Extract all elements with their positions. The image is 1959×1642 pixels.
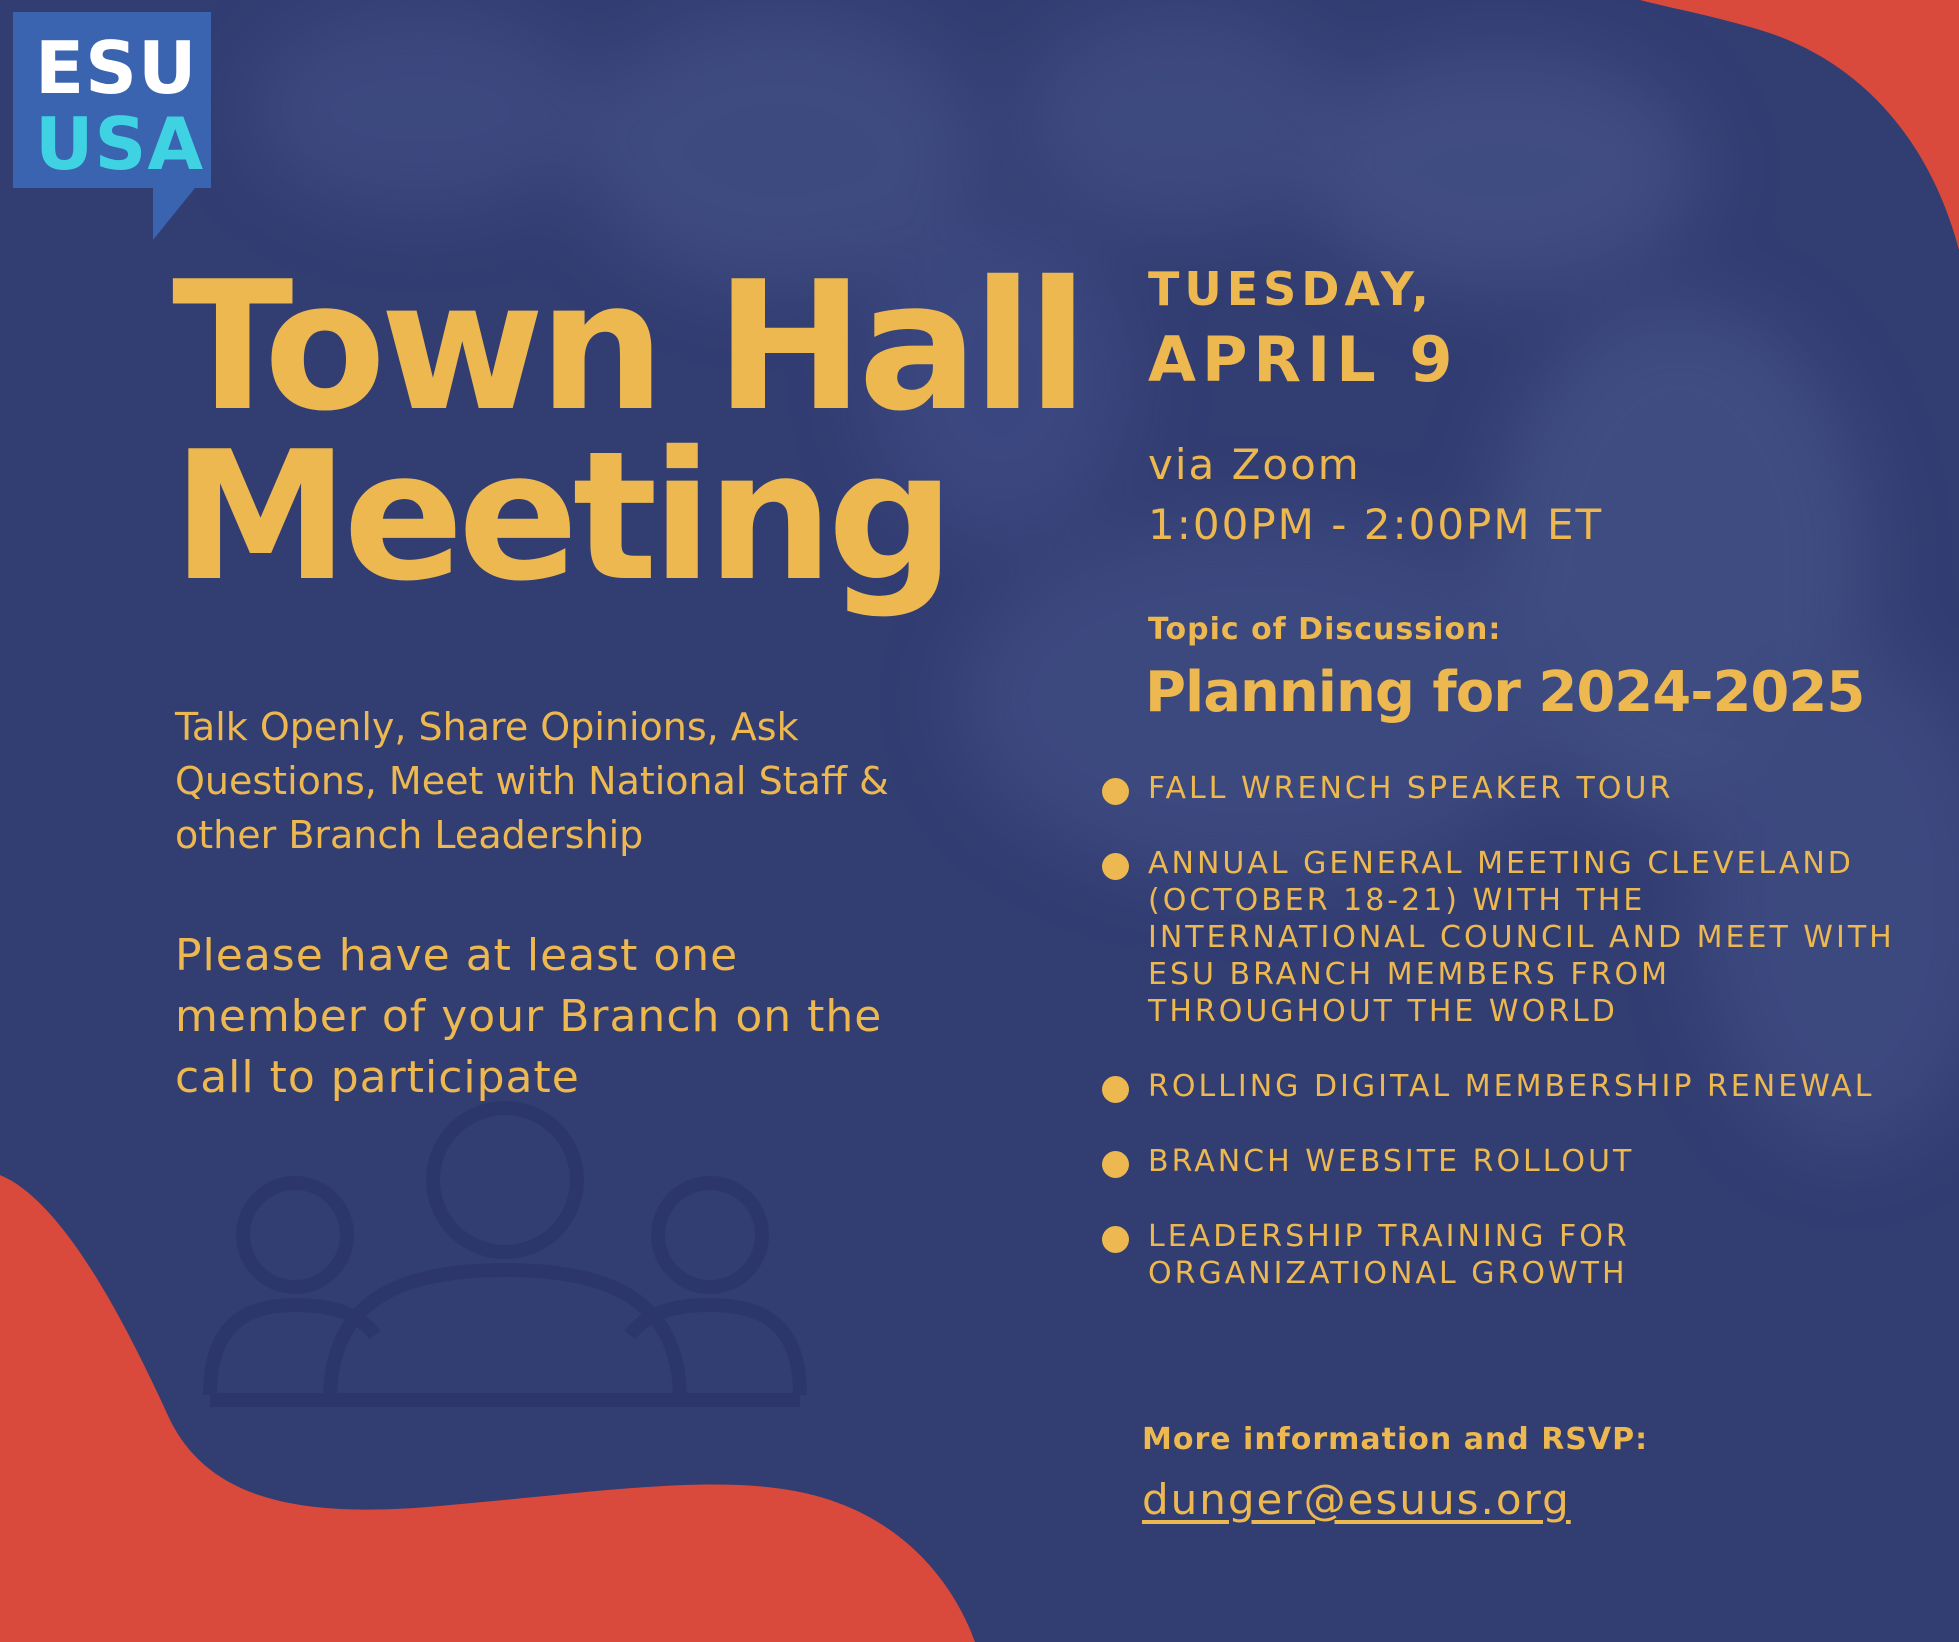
agenda-item-text: ANNUAL GENERAL MEETING CLEVELAND (OCTOBER 18-21) WITH THE INTERNATIONAL COUNCIL AND MEET WITH ESU BRANCH MEMBERS FROM THROUGHOUT THE WORLD [1148,846,1895,1029]
participation-request: Please have at least one member of your Branch on the call to participate [175,930,883,1103]
agenda-list [1098,770,1918,1330]
bullet-dot-icon [1102,1226,1129,1253]
title-line-1: Town Hall [172,243,1083,450]
agenda-item-text: ROLLING DIGITAL MEMBERSHIP RENEWAL [1148,1069,1875,1104]
bullet-dot-icon [1102,1076,1129,1103]
logo-speech-tail [153,188,195,240]
tagline: Talk Openly, Share Opinions, Ask Questions, Meet with National Staff & other Branch Leadership [175,705,889,857]
bullet-dot-icon [1102,853,1129,880]
topic-heading: Planning for 2024-2025 [1145,660,1865,725]
people-group-icon [200,1100,810,1420]
topic-label: Topic of Discussion: [1148,612,1502,647]
logo-line-usa: USA [35,102,205,186]
rsvp-label: More information and RSVP: [1142,1422,1649,1457]
page-title [172,243,1083,620]
agenda-item-text: BRANCH WEBSITE ROLLOUT [1148,1144,1635,1179]
agenda-item [1098,845,1918,1030]
event-time: 1:00PM - 2:00PM ET [1148,500,1604,549]
agenda-item [1098,1218,1918,1292]
title-line-2: Meeting [172,413,949,620]
event-day: TUESDAY, [1148,262,1434,316]
event-platform: via Zoom [1148,440,1361,489]
agenda-item [1098,1143,1918,1180]
agenda-item-text: FALL WRENCH SPEAKER TOUR [1148,771,1674,806]
agenda-item [1098,770,1918,807]
agenda-item [1098,1068,1918,1105]
event-date: APRIL 9 [1148,323,1459,396]
esu-usa-logo [13,12,211,188]
bullet-dot-icon [1102,1151,1129,1178]
bullet-dot-icon [1102,778,1129,805]
agenda-item-text: LEADERSHIP TRAINING FOR ORGANIZATIONAL GROWTH [1148,1219,1630,1291]
rsvp-email-link[interactable]: dunger@esuus.org [1142,1475,1571,1524]
logo-line-esu: ESU [35,26,198,110]
